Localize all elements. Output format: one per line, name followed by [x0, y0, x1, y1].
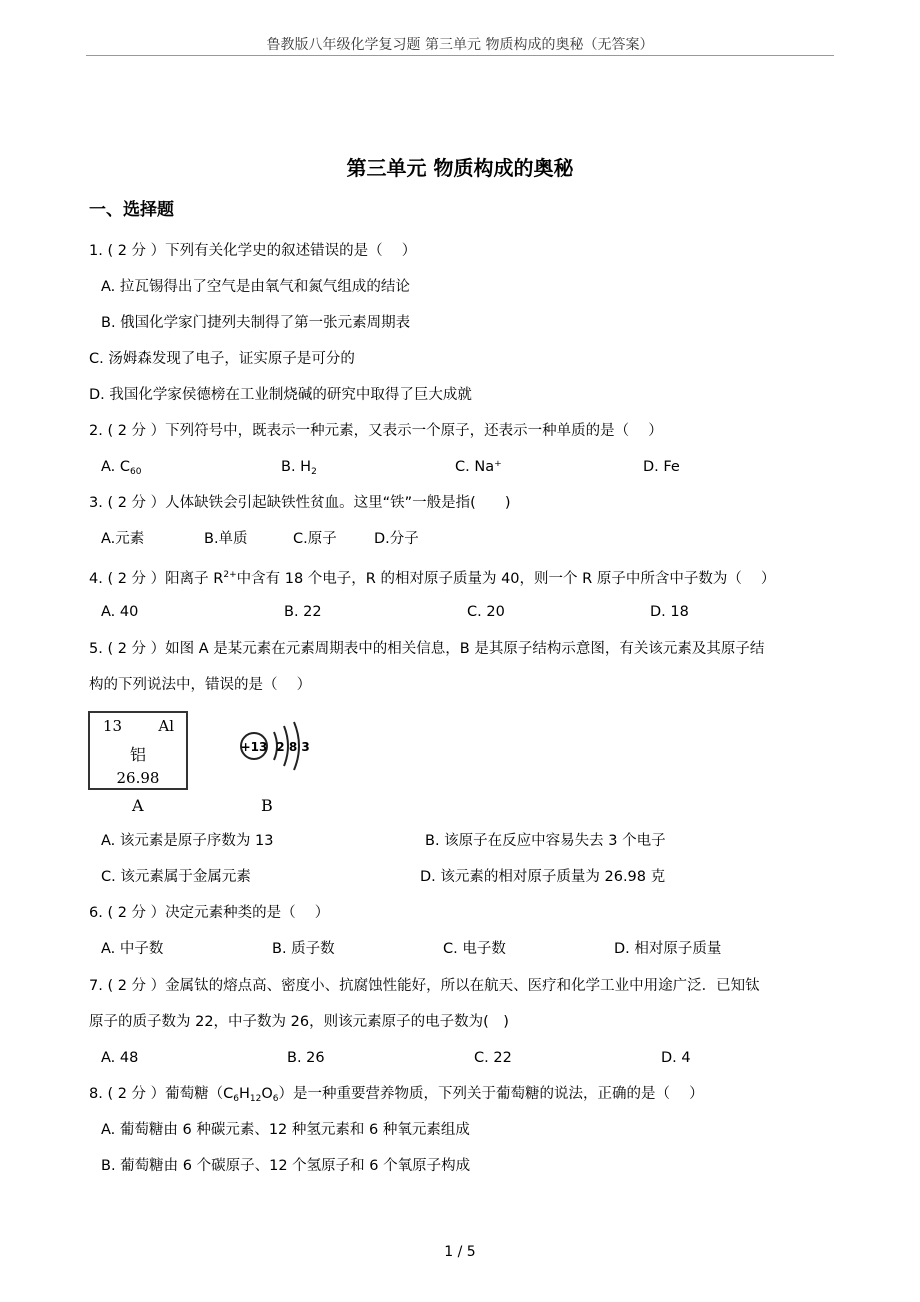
q8-stem-pre: 8. ( 2 分 ）葡萄糖（C: [89, 1086, 234, 1102]
q4-option-b: B. 22: [284, 604, 322, 620]
q4-stem: [89, 565, 775, 589]
q2-option-b: [281, 457, 317, 482]
q2-a-text: A. C: [101, 459, 131, 475]
q3-option-a: A.元素: [101, 531, 145, 547]
q6-option-d: D. 相对原子质量: [614, 941, 722, 957]
q7-option-c: C. 22: [474, 1050, 512, 1066]
element-symbol: Al: [158, 717, 174, 735]
q4-stem-post: 中含有 18 个电子，R 的相对原子质量为 40，则一个 R 原子中所含中子数为（ ）: [236, 571, 776, 587]
section-heading: 一、选择题: [89, 200, 174, 220]
q1-option-d: D. 我国化学家侯德榜在工业制烧碱的研究中取得了巨大成就: [89, 387, 472, 403]
q2-stem: 2. ( 2 分 ）下列符号中，既表示一种元素，又表示一个原子，还表示一种单质的是（ ）: [89, 423, 663, 439]
q3-option-b: B.单质: [204, 531, 248, 547]
q8-sub-c: 6: [233, 1094, 240, 1104]
q6-option-c: C. 电子数: [443, 941, 506, 957]
figure-b-label: B: [261, 796, 273, 815]
q4-stem-pre: 4. ( 2 分 ）阳离子 R: [89, 571, 224, 587]
periodic-table-cell-figure: [88, 711, 188, 790]
q5-option-a: A. 该元素是原子序数为 13: [101, 833, 274, 849]
q1-option-b: B. 俄国化学家门捷列夫制得了第一张元素周期表: [101, 315, 411, 331]
page-header: 鲁教版八年级化学复习题 第三单元 物质构成的奥秘（无答案）: [266, 37, 654, 53]
q5-stem-line2: 构的下列说法中，错误的是（ ）: [89, 677, 312, 693]
q8-stem: [89, 1084, 704, 1109]
q2-option-c: C. Na⁺: [455, 459, 502, 475]
q2-a-subscript: 60: [130, 467, 142, 477]
q5-option-d: D. 该元素的相对原子质量为 26.98 克: [420, 869, 666, 885]
q2-b-text: B. H: [281, 459, 312, 475]
q8-option-a: A. 葡萄糖由 6 种碳元素、12 种氢元素和 6 种氧元素组成: [101, 1122, 470, 1138]
q7-option-a: A. 48: [101, 1050, 139, 1066]
page-title: 第三单元 物质构成的奥秘: [346, 156, 574, 180]
q4-option-c: C. 20: [467, 604, 505, 620]
q4-stem-charge: 2+: [223, 570, 237, 580]
q3-stem: 3. ( 2 分 ）人体缺铁会引起缺铁性贫血。这里“铁”一般是指( ): [89, 495, 511, 511]
q2-b-subscript: 2: [311, 467, 317, 477]
electron-shells: 2 8 3: [276, 740, 310, 754]
q4-option-d: D. 18: [650, 604, 689, 620]
q1-option-c: C. 汤姆森发现了电子，证实原子是可分的: [89, 351, 355, 367]
q7-stem-line2: 原子的质子数为 22，中子数为 26，则该元素原子的电子数为( ): [89, 1014, 509, 1030]
atomic-structure-diagram: [238, 718, 322, 774]
q5-stem-line1: 5. ( 2 分 ）如图 A 是某元素在元素周期表中的相关信息，B 是其原子结构示意图，有关该元素及其原子结: [89, 641, 765, 657]
q6-option-a: A. 中子数: [101, 941, 164, 957]
q6-option-b: B. 质子数: [272, 941, 335, 957]
q4-option-a: A. 40: [101, 604, 139, 620]
atomic-number: 13: [103, 717, 123, 735]
q7-stem-line1: 7. ( 2 分 ）金属钛的熔点高、密度小、抗腐蚀性能好，所以在航天、医疗和化学工业中用途广泛．已知钛: [89, 978, 760, 994]
q2-option-a: [101, 457, 141, 482]
q8-option-b: B. 葡萄糖由 6 个碳原子、12 个氢原子和 6 个氧原子构成: [101, 1158, 471, 1174]
q5-option-b: B. 该原子在反应中容易失去 3 个电子: [425, 833, 666, 849]
figure-a-label: A: [132, 796, 144, 815]
q8-h: H: [239, 1086, 250, 1102]
nucleus-charge: +13: [240, 740, 268, 754]
q2-option-d: D. Fe: [643, 459, 680, 475]
q8-stem-post: ）是一种重要营养物质，下列关于葡萄糖的说法，正确的是（ ）: [278, 1086, 704, 1102]
q3-option-d: D.分子: [374, 531, 419, 547]
q3-option-c: C.原子: [293, 531, 337, 547]
q8-sub-h: 12: [249, 1094, 262, 1104]
q8-sub-o: 6: [272, 1094, 279, 1104]
header-divider: [86, 55, 834, 56]
page-number: 1 / 5: [444, 1244, 476, 1260]
atomic-mass: 26.98: [116, 769, 160, 787]
element-name: 铝: [129, 745, 146, 764]
q5-option-c: C. 该元素属于金属元素: [101, 869, 251, 885]
q1-stem: 1. ( 2 分 ）下列有关化学史的叙述错误的是（ ）: [89, 243, 417, 259]
q7-option-b: B. 26: [287, 1050, 325, 1066]
q8-o: O: [261, 1086, 273, 1102]
q1-option-a: A. 拉瓦锡得出了空气是由氧气和氮气组成的结论: [101, 279, 410, 295]
q6-stem: 6. ( 2 分 ）决定元素种类的是（ ）: [89, 905, 330, 921]
q7-option-d: D. 4: [661, 1050, 691, 1066]
